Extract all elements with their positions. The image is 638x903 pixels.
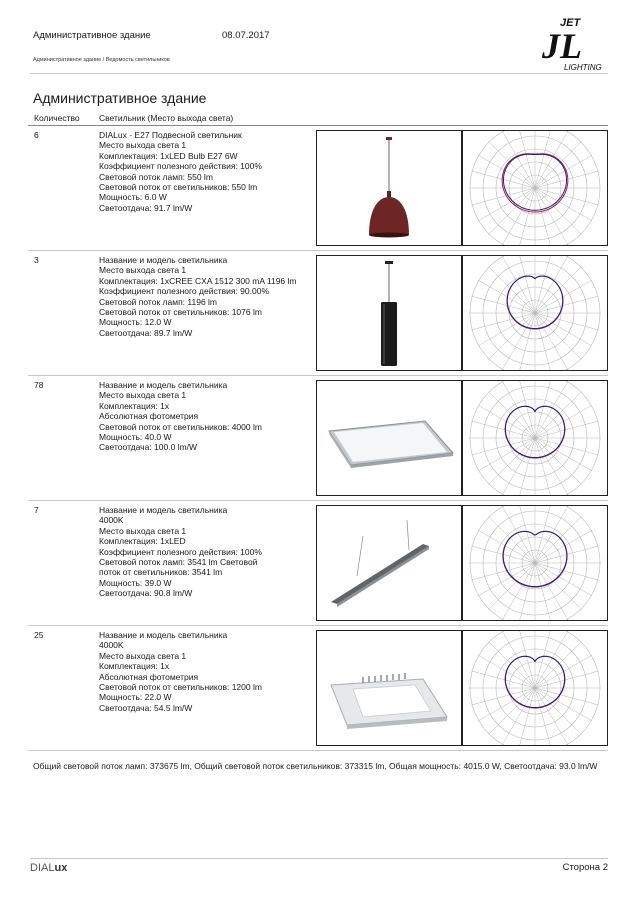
logo-bottom-text: LIGHTING	[564, 63, 602, 72]
linear-pendant-lamp-icon	[317, 506, 461, 620]
desc-line: Светоотдача: 90.8 lm/W	[99, 588, 193, 599]
logo-top-text: JET	[560, 17, 581, 29]
table-row	[28, 251, 608, 376]
header-divider	[30, 73, 608, 74]
row-quantity: 6	[34, 130, 39, 140]
desc-line: Мощность: 22.0 W	[99, 692, 172, 703]
pendant-cylinder-lamp-icon	[317, 256, 461, 370]
luminaire-image	[316, 630, 462, 746]
led-panel-icon	[317, 381, 461, 495]
desc-line: Светоотдача: 54.5 lm/W	[99, 702, 193, 713]
row-description	[99, 380, 304, 453]
ldc-diagram	[462, 380, 608, 496]
table-header	[28, 112, 608, 126]
row-quantity: 25	[34, 630, 44, 640]
page-number: Сторона 2	[562, 862, 608, 873]
desc-line: Коэффициент полезного действия: 90.00%	[99, 286, 270, 297]
ldc-diagram	[462, 255, 608, 371]
recessed-square-downlight-icon	[317, 631, 461, 745]
column-quantity: Количество	[34, 113, 80, 123]
desc-line: Световой поток ламп: 3541 lm Световой	[99, 557, 258, 568]
summary-text: Общий световой поток ламп: 373675 lm, Общий световой поток светильников: 373315 lm, Общая мощность: 4015.0 W, Светоотдача: 93.0 lm/W	[33, 761, 598, 771]
desc-line: Коэффициент полезного действия: 100%	[99, 546, 262, 557]
polar-curve-icon	[463, 381, 607, 495]
table-row	[28, 126, 608, 251]
table-row	[28, 376, 608, 501]
desc-line: Место выхода света 1	[99, 140, 187, 151]
ldc-diagram	[462, 630, 608, 746]
row-description	[99, 630, 304, 713]
luminaire-image	[316, 380, 462, 496]
luminaire-image	[316, 255, 462, 371]
desc-line: Комплектация: 1xLED	[99, 536, 186, 547]
desc-line: поток от светильников: 3541 lm	[99, 567, 223, 578]
jet-lighting-logo	[532, 14, 610, 72]
desc-line: Световой поток от светильников: 1076 lm	[99, 307, 262, 318]
desc-line: Комплектация: 1x	[99, 661, 170, 672]
desc-line: Место выхода света 1	[99, 390, 187, 401]
desc-line: Место выхода света 1	[99, 525, 187, 536]
breadcrumb: Административное здание / Ведомость светильников	[33, 57, 170, 63]
table-row	[28, 501, 608, 626]
desc-line: Название и модель светильника	[99, 505, 228, 515]
desc-line: Место выхода света 1	[99, 650, 187, 661]
desc-line: Коэффициент полезного действия: 100%	[99, 161, 262, 172]
polar-curve-icon	[463, 631, 607, 745]
row-quantity: 78	[34, 380, 44, 390]
row-quantity: 3	[34, 255, 39, 265]
desc-line: 4000K	[99, 640, 124, 651]
desc-line: Световой поток ламп: 550 lm	[99, 171, 213, 182]
desc-line: Название и модель светильника	[99, 630, 228, 640]
table-row	[28, 626, 608, 751]
column-luminaire: Светильник (Место выхода света)	[99, 113, 234, 123]
desc-line: Мощность: 12.0 W	[99, 317, 172, 328]
desc-line: Светоотдача: 91.7 lm/W	[99, 202, 193, 213]
report-date: 08.07.2017	[222, 30, 270, 41]
polar-curve-icon	[463, 506, 607, 620]
polar-curve-icon	[463, 256, 607, 370]
dialux-brand	[30, 862, 67, 874]
desc-line: Мощность: 39.0 W	[99, 577, 172, 588]
row-quantity: 7	[34, 505, 39, 515]
pendant-dome-lamp-icon	[317, 131, 461, 245]
desc-line: Место выхода света 1	[99, 265, 187, 276]
desc-line: Световой поток от светильников: 550 lm	[99, 182, 258, 193]
desc-line: Абсолютная фотометрия	[99, 671, 199, 682]
footer-divider	[30, 858, 608, 859]
desc-line: Название и модель светильника	[99, 255, 228, 265]
desc-line: Светоотдача: 100.0 lm/W	[99, 442, 198, 453]
ldc-diagram	[462, 505, 608, 621]
polar-curve-icon	[463, 131, 607, 245]
desc-line: Световой поток ламп: 1196 lm	[99, 296, 217, 307]
desc-line: Название и модель светильника	[99, 380, 228, 390]
luminaire-image	[316, 130, 462, 246]
page-title: Административное здание	[33, 90, 207, 106]
row-description	[99, 255, 304, 338]
desc-line: Комплектация: 1x	[99, 400, 170, 411]
row-description	[99, 130, 304, 213]
desc-line: DIALux - E27 Подвесной светильник	[99, 130, 242, 140]
desc-line: Комплектация: 1xLED Bulb E27 6W	[99, 150, 238, 161]
desc-line: Световой поток от светильников: 1200 lm	[99, 682, 262, 693]
desc-line: Комплектация: 1xCREE CXA 1512 300 mA 1196 lm	[99, 275, 297, 286]
desc-line: Мощность: 40.0 W	[99, 432, 172, 443]
brand-light: DIAL	[30, 862, 55, 874]
desc-line: 4000K	[99, 515, 124, 526]
desc-line: Мощность: 6.0 W	[99, 192, 167, 203]
ldc-diagram	[462, 130, 608, 246]
logo-mark-text: JL	[542, 26, 582, 66]
desc-line: Абсолютная фотометрия	[99, 411, 199, 422]
brand-bold: ux	[54, 862, 68, 874]
desc-line: Светоотдача: 89.7 lm/W	[99, 327, 193, 338]
project-name: Административное здание	[33, 30, 151, 41]
row-description	[99, 505, 304, 599]
desc-line: Световой поток от светильников: 4000 lm	[99, 421, 262, 432]
luminaire-image	[316, 505, 462, 621]
